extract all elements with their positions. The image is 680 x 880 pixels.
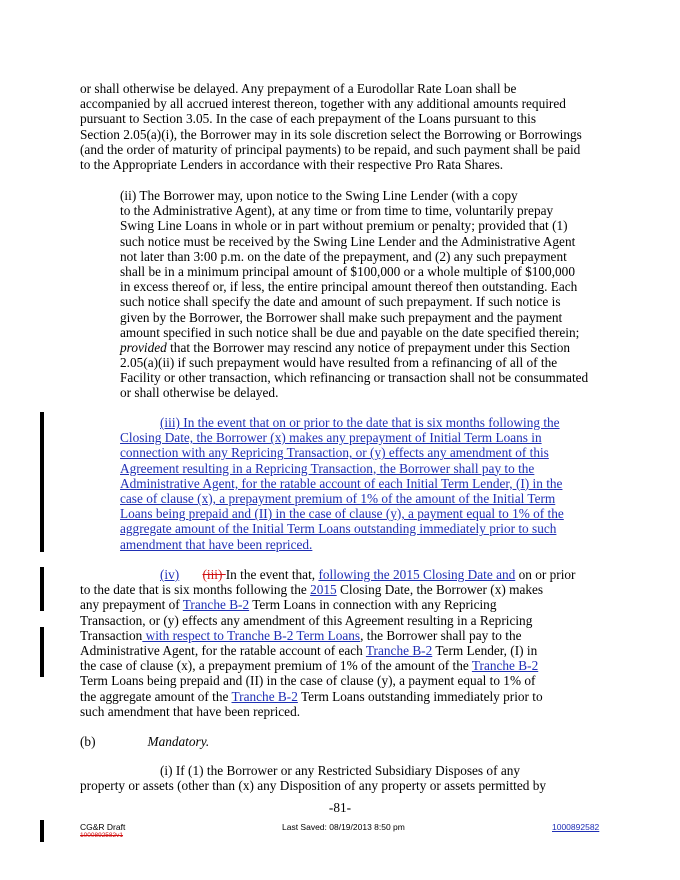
text-line (80, 643, 600, 658)
paragraph-b-i (80, 763, 600, 793)
section-label: (b) (80, 734, 96, 749)
text-line (80, 734, 600, 749)
text-run: Closing Date, the Borrower (x) makes (336, 582, 544, 598)
section-number-inserted: (iv) (160, 567, 180, 582)
text-run: Administrative Agent, for the ratable account of each (80, 642, 366, 658)
text-line: 2.05(a)(ii) if such prepayment would have resulted from a refinancing of all of the (120, 355, 558, 371)
text-run: Term Lender, (I) in (432, 642, 538, 658)
text-line: such amendment that have been repriced. (80, 703, 301, 719)
section-b-heading (80, 734, 600, 749)
text-line: Closing Date, the Borrower (x) makes any prepayment of Initial Term Loans in (120, 430, 542, 446)
text-run: Term Loans outstanding immediately prior to (297, 688, 543, 704)
text-run: on or prior (515, 567, 576, 582)
inserted-text: with respect to Tranche B-2 Term Loans (142, 627, 361, 643)
inserted-text: Tranche B-2 (471, 658, 539, 674)
text-line: or shall otherwise be delayed. (120, 385, 279, 401)
paragraph-ii (120, 188, 600, 401)
text-line: Facility or other transaction, which refinancing or transaction shall not be consummated (120, 370, 589, 386)
text-line: to the Administrative Agent), at any time or from time to time, voluntarily prepay (120, 203, 554, 219)
text-line (80, 597, 600, 612)
section-number-deleted: (iii) (202, 567, 226, 582)
change-bar (40, 820, 44, 842)
inserted-text: Tranche B-2 (182, 597, 250, 613)
text-line: such notice must be received by the Swing Line Lender and the Administrative Agent (120, 233, 576, 249)
text-line: accompanied by all accrued interest thereon, together with any additional amounts required (80, 96, 566, 112)
text-line: Loans being prepaid and (II) in the case of clause (y), a payment equal to 1% of the (120, 506, 564, 522)
text-line: amount specified in such notice shall be due and payable on the date specified therein; (120, 324, 580, 340)
text-run: Transaction (80, 627, 143, 643)
text-line: Agreement resulting in a Repricing Transaction, the Borrower shall pay to the (120, 460, 535, 476)
text-line (80, 689, 600, 704)
text-line: Swing Line Loans in whole or in part without premium or penalty; provided that (1) (120, 218, 568, 234)
text-line: (iii) In the event that on or prior to the date that is six months following the (160, 415, 560, 430)
text-line: (ii) The Borrower may, upon notice to the Swing Line Lender (with a copy (120, 188, 518, 203)
inserted-text: Tranche B-2 (231, 688, 298, 704)
text-line: to the Appropriate Lenders in accordance with their respective Pro Rata Shares. (80, 156, 504, 172)
text-line (120, 340, 600, 355)
change-bar (40, 567, 44, 611)
text-line (160, 567, 600, 582)
text-line: shall be in a minimum principal amount of $100,000 or a whole multiple of $100,000 (120, 263, 575, 279)
text-line: in excess thereof or, if less, the entire principal amount thereof then outstanding. Each (120, 279, 578, 295)
text-run: any prepayment of (80, 597, 183, 613)
text-line (80, 658, 600, 673)
text-line: aggregate amount of the Initial Term Loans outstanding immediately prior to such (120, 521, 557, 537)
change-bar (40, 412, 44, 552)
inserted-text: 2015 (310, 582, 337, 598)
text-line: amendment that have been repriced. (120, 536, 313, 552)
text-line (80, 582, 600, 597)
footer-last-saved: Last Saved: 08/19/2013 8:50 pm (282, 822, 405, 832)
footer-draft-label: CG&R Draft (80, 822, 126, 832)
inserted-text: following the 2015 Closing Date and (318, 567, 516, 582)
text-line: not later than 3:00 p.m. on the date of the prepayment, and (2) any such prepayment (120, 248, 567, 264)
text-line: property or assets (other than (x) any Disposition of any property or assets permitted by (80, 778, 547, 794)
inserted-text: Tranche B-2 (365, 642, 433, 658)
text-run: In the event that, (225, 567, 319, 582)
text-line: Transaction, or (y) effects any amendment of this Agreement resulting in a Repricing (80, 612, 533, 628)
text-run: to the date that is six months following the (80, 582, 311, 598)
paragraph-iv (80, 567, 600, 719)
paragraph-iii-inserted (120, 415, 600, 552)
text-line: such notice shall specify the date and amount of such prepayment. If such notice is (120, 294, 561, 310)
text-run: , the Borrower shall pay to the (360, 627, 522, 643)
text-line: Section 2.05(a)(i), the Borrower may in its sole discretion select the Borrowing or Borrowings (80, 126, 582, 142)
footer-deleted-docid: 1000892582v1 (80, 832, 124, 839)
text-line: connection with any Repricing Transaction, or (y) effects any amendment of this (120, 445, 549, 461)
text-run: that the Borrower may rescind any notice of prepayment under this Section (166, 339, 570, 355)
section-title: Mandatory. (147, 734, 210, 749)
page-number: -81- (328, 800, 352, 815)
text-run: Term Loans in connection with any Repricing (249, 597, 497, 613)
footer-doc-id: 1000892582 (552, 822, 600, 832)
change-bar (40, 657, 44, 677)
text-line: (i) If (1) the Borrower or any Restricted Subsidiary Disposes of any (160, 763, 521, 778)
text-line: Administrative Agent, for the ratable account of each Initial Term Lender, (I) in the (120, 475, 563, 491)
text-run: the aggregate amount of the (80, 688, 232, 704)
provided-italic: provided (120, 339, 167, 355)
paragraph-continued (80, 81, 600, 172)
text-line: pursuant to Section 3.05. In the case of each prepayment of the Loans pursuant to this (80, 111, 537, 127)
text-line: given by the Borrower, the Borrower shall make such prepayment and the payment (120, 309, 563, 325)
text-line (80, 628, 600, 643)
text-line: Term Loans being prepaid and (II) in the case of clause (y), a payment equal to 1% of (80, 673, 536, 689)
text-run: the case of clause (x), a prepayment premium of 1% of the amount of the (80, 658, 472, 674)
text-line: case of clause (x), a prepayment premium of 1% of the amount of the Initial Term (120, 490, 556, 506)
text-line: (and the order of maturity of principal payments) to be repaid, and such payment shall be paid (80, 141, 581, 157)
text-line: or shall otherwise be delayed. Any prepayment of a Eurodollar Rate Loan shall be (80, 81, 517, 96)
